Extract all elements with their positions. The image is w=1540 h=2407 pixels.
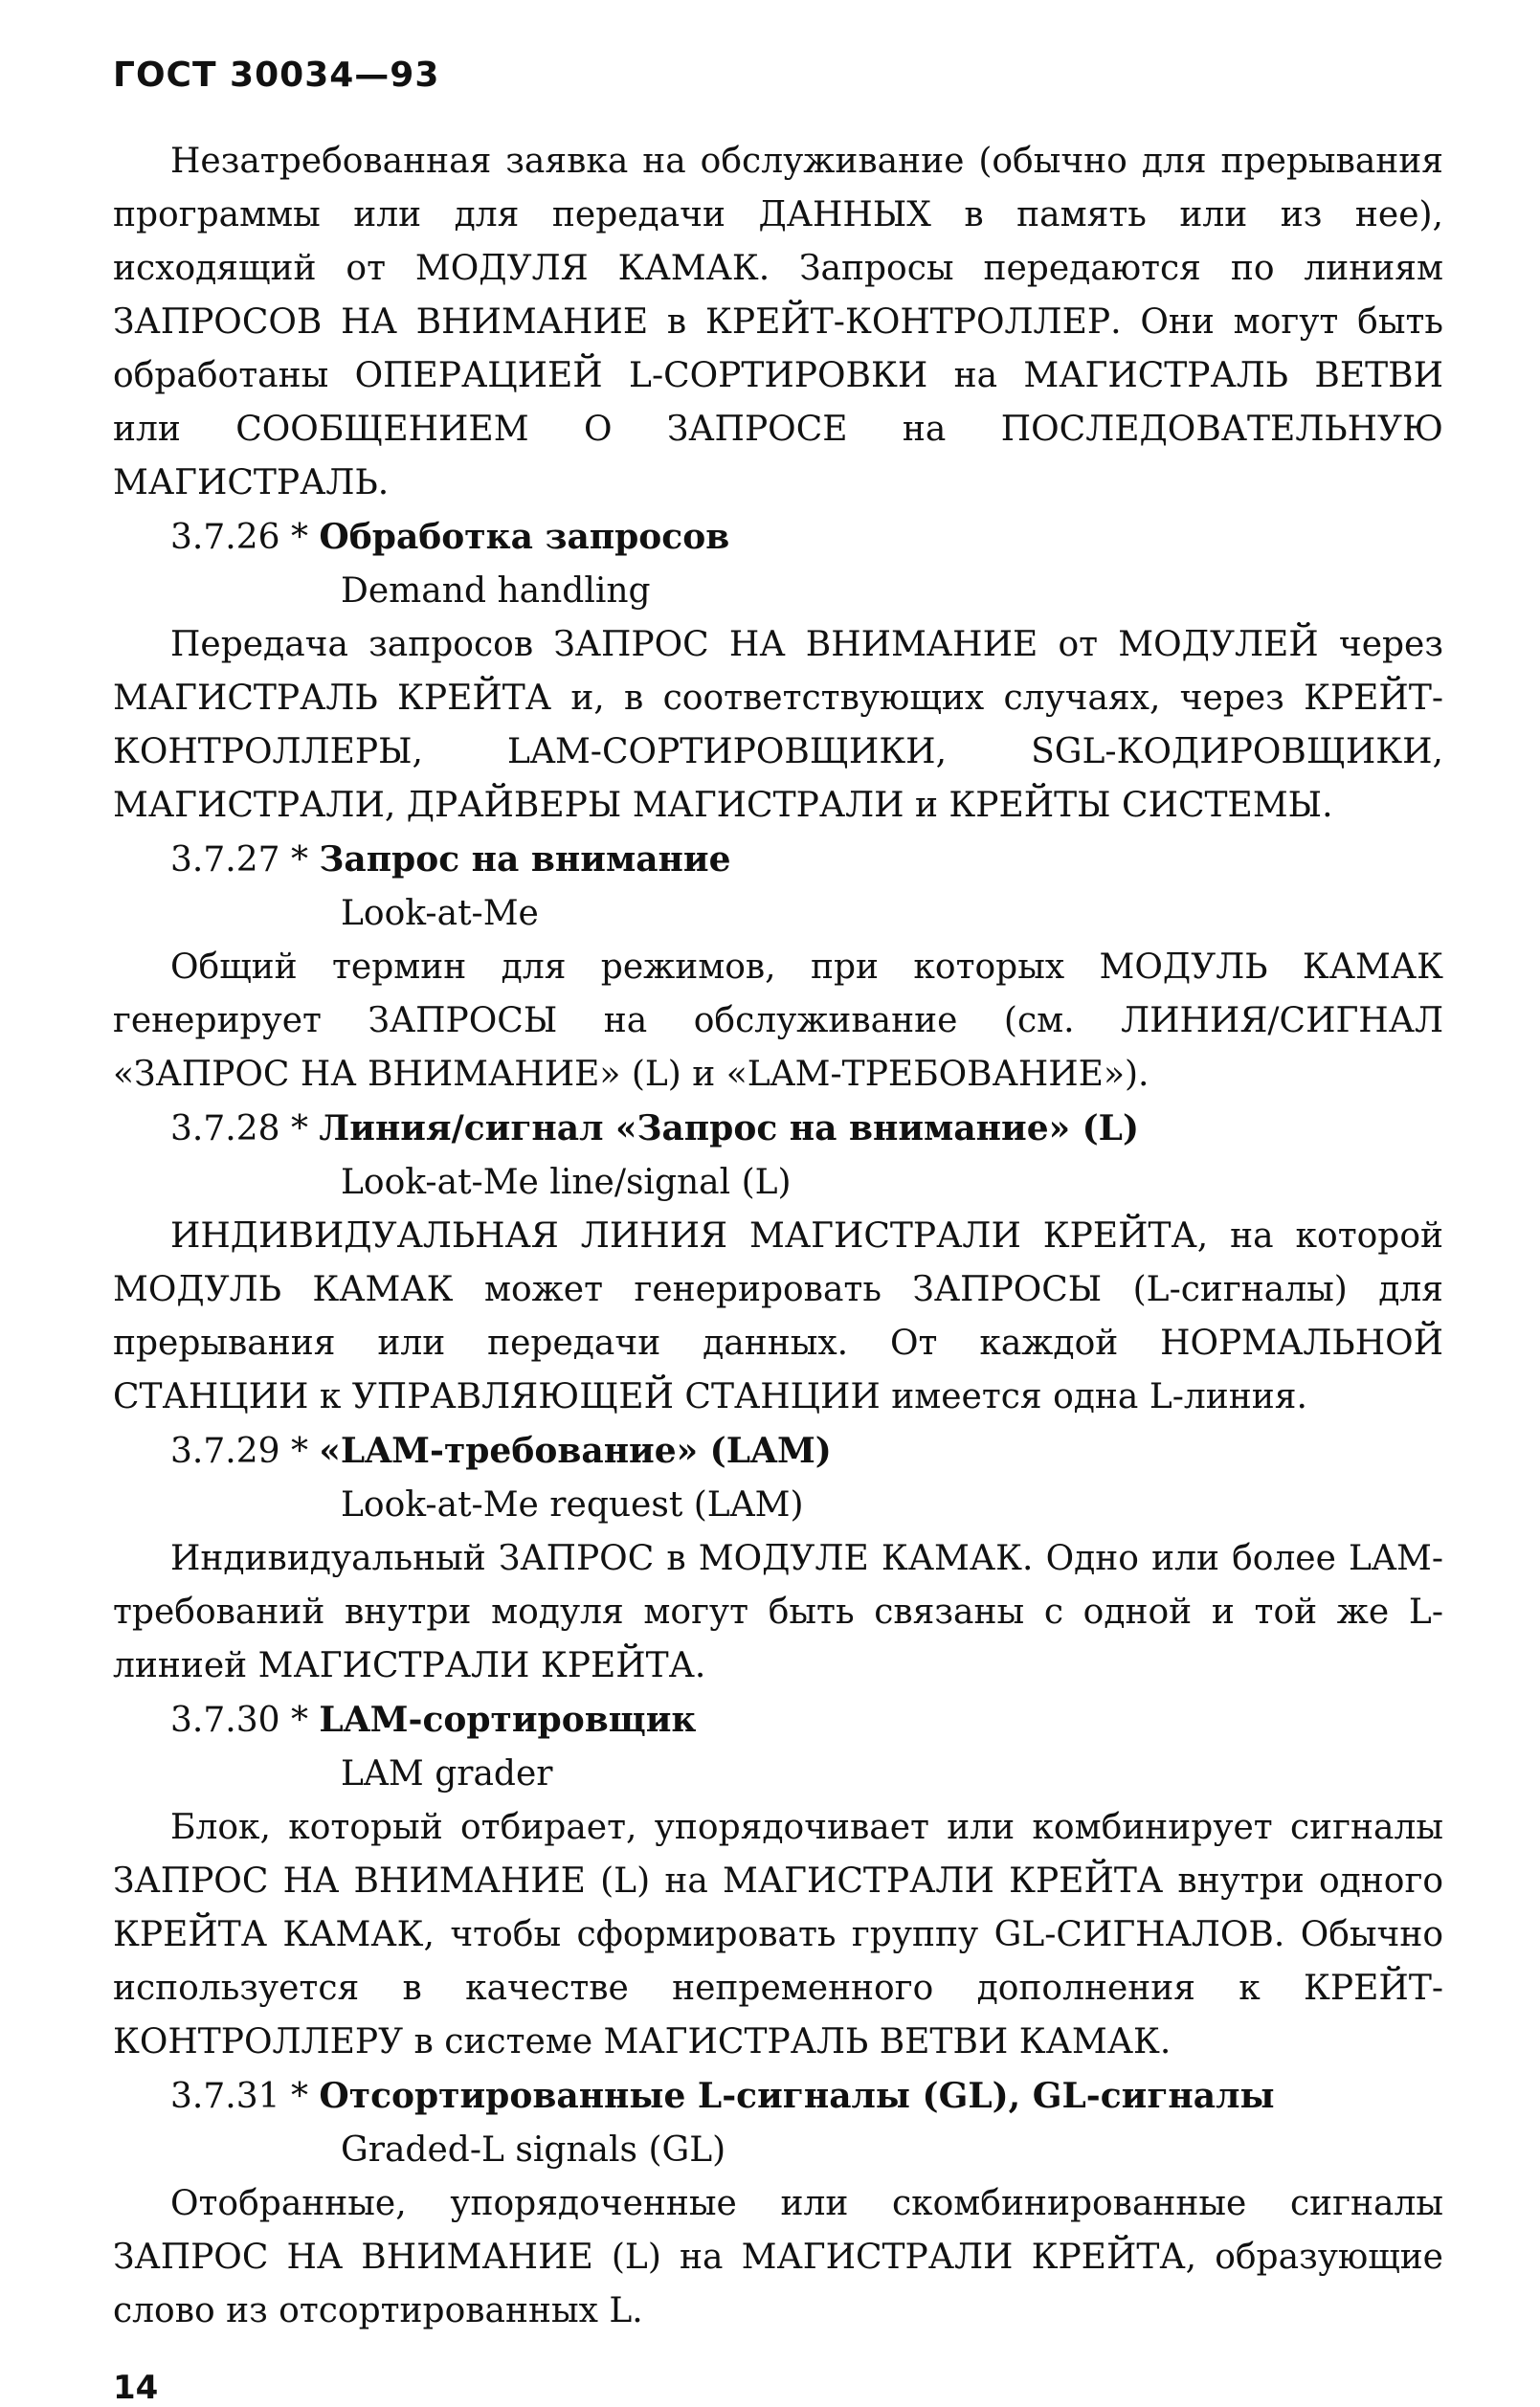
term-title: Отсортированные L-сигналы (GL), GL-сигналы bbox=[319, 2076, 1275, 2116]
term-3-7-30 bbox=[113, 1693, 1443, 2069]
term-definition: ИНДИВИДУАЛЬНАЯ ЛИНИЯ МАГИСТРАЛИ КРЕЙТА, на которой МОДУЛЬ КАМАК может генерировать ЗАПРОСЫ (L-сигналы) для прерывания или передачи данных. От каждой НОРМАЛЬНОЙ СТАНЦИИ к УПРАВЛЯЮЩЕЙ СТАНЦИИ имеется одна L-линия. bbox=[113, 1216, 1443, 1416]
term-number: 3.7.29 * bbox=[170, 1432, 308, 1471]
term-definition: Отобранные, упорядоченные или скомбинированные сигналы ЗАПРОС НА ВНИМАНИЕ (L) на МАГИСТРАЛИ КРЕЙТА, образующие слово из отсортированных L. bbox=[113, 2184, 1443, 2330]
term-title: LAM-сортировщик bbox=[319, 1700, 697, 1740]
term-definition: Индивидуальный ЗАПРОС в МОДУЛЕ КАМАК. Одно или более LAM-требований внутри модуля могут быть связаны с одной и той же L-линией МАГИСТРАЛИ КРЕЙТА. bbox=[113, 1539, 1443, 1685]
term-number: 3.7.30 * bbox=[170, 1701, 308, 1740]
term-number: 3.7.31 * bbox=[170, 2077, 308, 2116]
term-3-7-29 bbox=[113, 1424, 1443, 1693]
term-definition: Передача запросов ЗАПРОС НА ВНИМАНИЕ от МОДУЛЕЙ через МАГИСТРАЛЬ КРЕЙТА и, в соответствующих случаях, через КРЕЙТ-КОНТРОЛЛЕРЫ, LAM-СОРТИРОВЩИКИ, SGL-КОДИРОВЩИКИ, МАГИСТРАЛИ, ДРАЙВЕРЫ МАГИСТРАЛИ и КРЕЙТЫ СИСТЕМЫ. bbox=[113, 625, 1443, 825]
term-english: Look-at-Me line/signal (L) bbox=[341, 1163, 792, 1202]
term-title: Запрос на внимание bbox=[319, 839, 731, 880]
term-3-7-27 bbox=[113, 833, 1443, 1102]
term-3-7-28 bbox=[113, 1102, 1443, 1424]
page-number: 14 bbox=[113, 2369, 159, 2407]
term-3-7-26 bbox=[113, 510, 1443, 833]
standard-header: ГОСТ 30034—93 bbox=[113, 56, 440, 95]
term-number: 3.7.26 * bbox=[170, 518, 308, 557]
term-english: Look-at-Me bbox=[341, 894, 539, 933]
term-title: Линия/сигнал «Запрос на внимание» (L) bbox=[319, 1108, 1140, 1148]
term-definition: Общий термин для режимов, при которых МОДУЛЬ КАМАК генерирует ЗАПРОСЫ на обслуживание (см. ЛИНИЯ/СИГНАЛ «ЗАПРОС НА ВНИМАНИЕ» (L) и «LAM-ТРЕБОВАНИЕ»). bbox=[113, 947, 1443, 1094]
intro-paragraph: Незатребованная заявка на обслуживание (обычно для прерывания программы или для передачи ДАННЫХ в память или из нее), исходящий от МОДУЛЯ КАМАК. Запросы передаются по линиям ЗАПРОСОВ НА ВНИМАНИЕ в КРЕЙТ-КОНТРОЛЛЕР. Они могут быть обработаны ОПЕРАЦИЕЙ L-СОРТИРОВКИ на МАГИСТРАЛЬ ВЕТВИ или СООБЩЕНИЕМ О ЗАПРОСЕ на ПОСЛЕДОВАТЕЛЬНУЮ МАГИСТРАЛЬ. bbox=[113, 142, 1443, 502]
term-english: Graded-L signals (GL) bbox=[341, 2130, 726, 2170]
document-page bbox=[113, 56, 1443, 2407]
term-english: LAM grader bbox=[341, 1754, 553, 1794]
term-title: Обработка запросов bbox=[319, 517, 730, 557]
term-definition: Блок, который отбирает, упорядочивает или комбинирует сигналы ЗАПРОС НА ВНИМАНИЕ (L) на МАГИСТРАЛИ КРЕЙТА внутри одного КРЕЙТА КАМАК, чтобы сформировать группу GL-СИГНАЛОВ. Обычно используется в качестве непременного дополнения к КРЕЙТ-КОНТРОЛЛЕРУ в системе МАГИСТРАЛЬ ВЕТВИ КАМАК. bbox=[113, 1808, 1443, 2062]
term-number: 3.7.28 * bbox=[170, 1109, 308, 1148]
term-number: 3.7.27 * bbox=[170, 840, 308, 880]
term-title: «LAM-требование» (LAM) bbox=[319, 1431, 832, 1471]
term-english: Demand handling bbox=[341, 571, 651, 611]
term-english: Look-at-Me request (LAM) bbox=[341, 1485, 804, 1525]
term-3-7-31 bbox=[113, 2069, 1443, 2338]
